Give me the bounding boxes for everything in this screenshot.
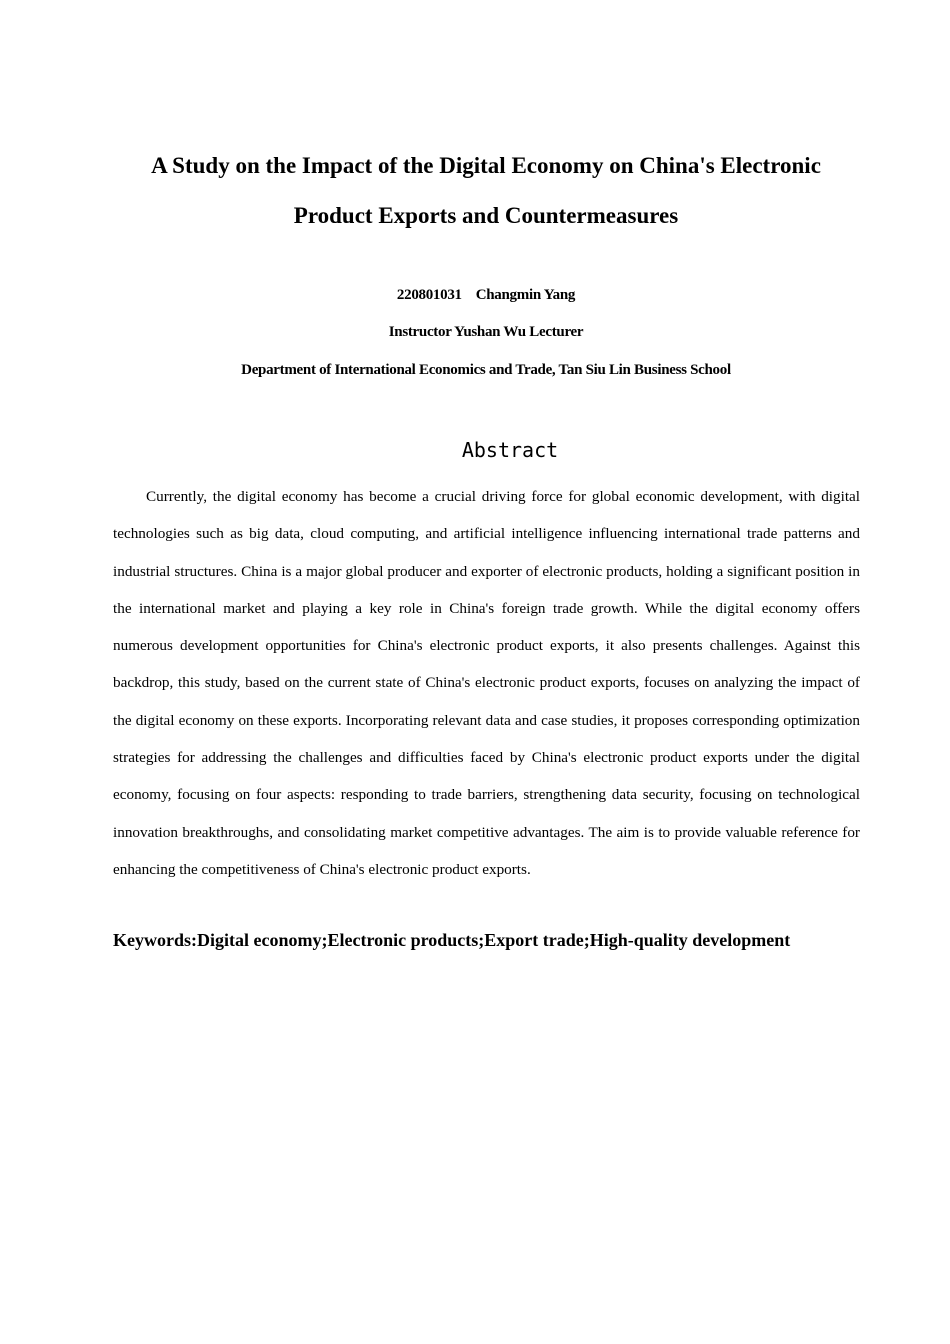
author-line xyxy=(100,287,872,304)
keywords-line: Keywords:Digital economy;Electronic products;Export trade;High-quality development xyxy=(113,930,791,950)
paper-title-line-1: A Study on the Impact of the Digital Economy on China's Electronic xyxy=(151,153,821,178)
student-id: 220801031 xyxy=(396,287,462,303)
instructor-line: Instructor Yushan Wu Lecturer xyxy=(388,324,584,340)
paper-title xyxy=(100,141,872,241)
abstract-heading: Abstract xyxy=(461,438,559,462)
abstract-body: Currently, the digital economy has become a crucial driving force for global economic development, with digital technologies such as big data, cloud computing, and artificial intelligence influencing international trade patterns and industrial structures. China is a major global producer and exporter of electronic products, holding a significant position in the international market and playing a key role in China's foreign trade growth. While the digital economy offers numerous development opportunities for China's electronic product exports, it also presents challenges. Against this backdrop, this study, based on the current state of China's electronic product exports, focuses on analyzing the impact of the digital economy on these exports. Incorporating relevant data and case studies, it proposes corresponding optimization strategies for addressing the challenges and difficulties faced by China's electronic product exports under the digital economy, focusing on four aspects: responding to trade barriers, strengthening data security, focusing on technological innovation breakthroughs, and consolidating market competitive advantages. The aim is to provide valuable reference for enhancing the competitiveness of China's electronic product exports. xyxy=(113,488,860,878)
author-name: Changmin Yang xyxy=(475,287,576,303)
paper-title-line-2: Product Exports and Countermeasures xyxy=(293,203,679,228)
department-line: Department of International Economics and Trade, Tan Siu Lin Business School xyxy=(241,362,731,378)
